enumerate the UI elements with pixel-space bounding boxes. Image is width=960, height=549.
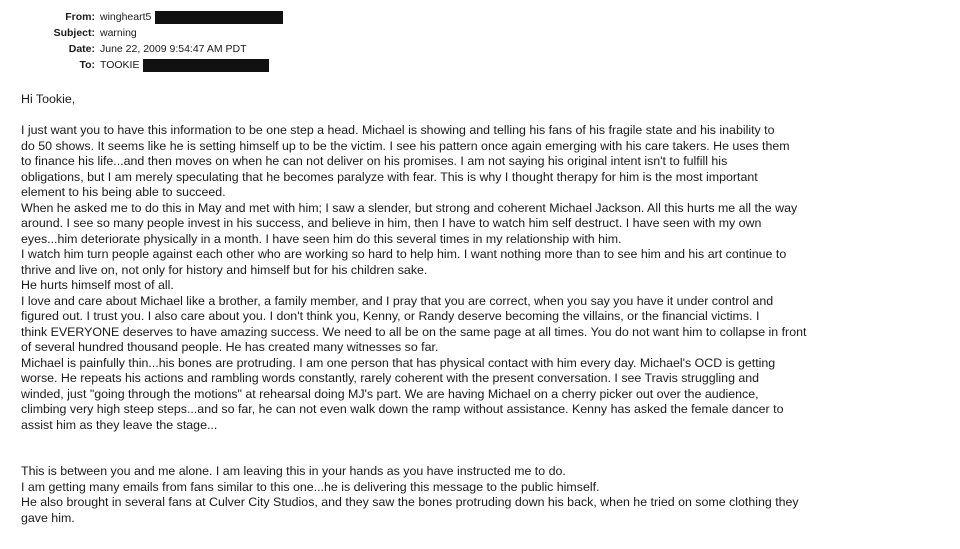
body-line: He hurts himself most of all. <box>21 278 174 292</box>
header-subject-row <box>0 25 400 41</box>
body-line: winded, just "going through the motions" at rehearsal doing MJ's part. We are having Michael on a cherry picker out over the audience, <box>21 386 759 401</box>
header-from-row <box>0 9 400 25</box>
from-label: From: <box>65 11 95 23</box>
date-value: June 22, 2009 9:54:47 AM PDT <box>100 43 247 55</box>
redaction-bar <box>155 11 283 24</box>
body-line: to finance his life...and then moves on when he can not deliver on his promises. I am not saying his original intent isn't to fulfill his <box>21 154 728 168</box>
body-line: Michael is painfully thin...his bones are protruding. I am one person that has physical contact with him every day. Michael's OCD is getting <box>21 355 776 370</box>
body-line: around. I see so many people invest in his success, and believe in him, then I have to watch him self destruct. I have seen with my own <box>21 216 762 230</box>
body-line: element to his being able to succeed. <box>21 185 226 199</box>
body-line: of several hundred thousand people. He has created many witnesses so far. <box>21 340 439 354</box>
subject-label: Subject: <box>53 27 95 39</box>
paragraph-gap <box>21 433 956 464</box>
header-date-row <box>0 41 400 57</box>
body-line: figured out. I trust you. I also care about you. I don't think you, Kenny, or Randy deserve becoming the villains, or the financial victims. I <box>21 309 760 323</box>
body-line: When he asked me to do this in May and met with him; I saw a slender, but strong and coherent Michael Jackson. All this hurts me all the way <box>21 200 798 215</box>
body-line: I just want you to have this information to be one step a head. Michael is showing and telling his fans of his fragile state and his inability to <box>21 123 775 137</box>
body-line: obligations, but I am merely speculating that he becomes paralyze with fear. This is why I thought therapy for him is the most important <box>21 169 758 184</box>
body-line: I watch him turn people against each other who are working so hard to help him. I want nothing more than to see him and his art continue to <box>21 247 787 261</box>
greeting: Hi Tookie, <box>21 92 76 106</box>
body-line: eyes...him deteriorate physically in a month. I have seen him do this several times in my relationship with him. <box>21 231 622 246</box>
closing-line: This is between you and me alone. I am leaving this in your hands as you have instructed me to do. <box>21 464 566 478</box>
to-label: To: <box>79 59 95 71</box>
closing-line: gave him. <box>21 510 75 525</box>
body-line: think EVERYONE deserves to have amazing success. We need to all be on the same page at all times. You do not want him to collapse in front <box>21 324 807 339</box>
date-label: Date: <box>68 43 95 55</box>
closing-line: He also brought in several fans at Culver City Studios, and they saw the bones protruding down his back, when he tried on some clothing they <box>21 495 799 509</box>
email-header <box>0 9 400 73</box>
body-line: climbing very high steep steps...and so far, he can not even walk down the ramp without assistance. Kenny has asked the female dancer to <box>21 402 784 416</box>
from-value: wingheart5 <box>100 11 152 23</box>
to-value: TOOKIE <box>100 59 140 71</box>
header-to-row <box>0 57 400 73</box>
body-line: assist him as they leave the stage... <box>21 417 218 432</box>
body-line: thrive and live on, not only for history and himself but for his children sake. <box>21 262 428 277</box>
body-line: do 50 shows. It seems like he is setting himself up to be the victim. I see his pattern once again emerging with his care takers. He uses them <box>21 138 790 153</box>
subject-value: warning <box>100 27 137 39</box>
email-body <box>21 92 956 526</box>
redaction-bar <box>143 59 269 72</box>
closing-line: I am getting many emails from fans similar to this one...he is delivering this message to the public himself. <box>21 479 600 494</box>
body-line: I love and care about Michael like a brother, a family member, and I pray that you are correct, when you say you have it under control and <box>21 293 774 308</box>
body-line: worse. He repeats his actions and rambling words constantly, rarely coherent with the present conversation. I see Travis struggling and <box>21 371 760 385</box>
